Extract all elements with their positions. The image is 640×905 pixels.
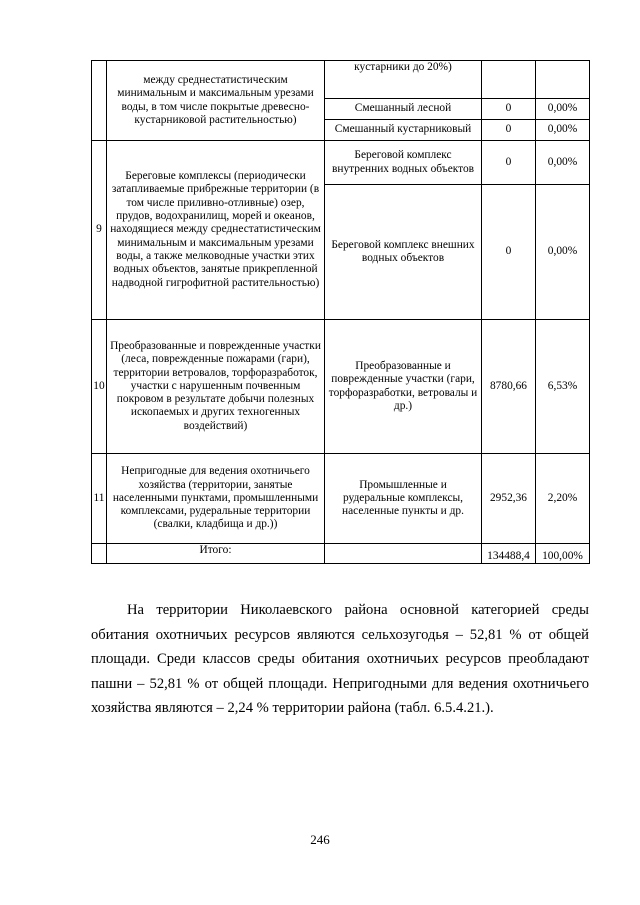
table-row bbox=[92, 320, 590, 454]
total-blank-cell bbox=[92, 544, 107, 564]
percent-cell: 6,53% bbox=[536, 320, 590, 454]
row-number bbox=[92, 61, 107, 141]
area-cell bbox=[482, 61, 536, 99]
habitat-table bbox=[91, 60, 590, 564]
paragraph-line: На территории Николаевского района основной категорией среды bbox=[127, 602, 589, 618]
total-area: 134488,4 bbox=[482, 544, 536, 564]
row-number: 11 bbox=[92, 454, 107, 544]
subcategory-cell: Промышленные и рудеральные комплексы, населенные пункты и др. bbox=[325, 454, 482, 544]
category-cell: Преобразованные и поврежденные участки (леса, поврежденные пожарами (гари), территории ветровалов, торфоразработок, участки с нарушенным почвенным покровом в результате добычи полезных ископаемых и других техногенных воздействий) bbox=[107, 320, 325, 454]
table-row bbox=[92, 141, 590, 185]
percent-cell: 2,20% bbox=[536, 454, 590, 544]
total-percent: 100,00% bbox=[536, 544, 590, 564]
paragraph-line: площади. Среди классов среды обитания охотничьих ресурсов преобладают bbox=[91, 651, 589, 668]
percent-cell: 0,00% bbox=[536, 99, 590, 120]
total-label: Итого: bbox=[107, 544, 325, 564]
subcategory-cell: кустарники до 20%) bbox=[325, 61, 482, 99]
table-row bbox=[92, 61, 590, 99]
subcategory-cell: Преобразованные и поврежденные участки (гари, торфоразработки, ветровалы и др.) bbox=[325, 320, 482, 454]
percent-cell: 0,00% bbox=[536, 141, 590, 185]
area-cell: 0 bbox=[482, 141, 536, 185]
table-row bbox=[92, 454, 590, 544]
total-row bbox=[92, 544, 590, 564]
paragraph-line: хозяйства являются – 2,24 % территории района (табл. 6.5.4.21.). bbox=[91, 700, 494, 717]
subcategory-cell: Смешанный лесной bbox=[325, 99, 482, 120]
area-cell: 2952,36 bbox=[482, 454, 536, 544]
area-cell: 0 bbox=[482, 185, 536, 320]
row-number: 9 bbox=[92, 141, 107, 320]
area-cell: 0 bbox=[482, 99, 536, 120]
percent-cell: 0,00% bbox=[536, 185, 590, 320]
summary-paragraph bbox=[91, 598, 589, 721]
subcategory-cell: Смешанный кустарниковый bbox=[325, 120, 482, 141]
area-cell: 8780,66 bbox=[482, 320, 536, 454]
paragraph-line: пашни – 52,81 % от общей площади. Непригодными для ведения охотничьего bbox=[91, 675, 589, 692]
category-cell: Береговые комплексы (периодически затапливаемые прибрежные территории (в том числе приливно-отливные) озер, прудов, водохранилищ, морей и океанов, находящиеся между среднестатистическим минимальным и максимальным урезами воды, а также мелководные участки этих водных объектов, занятые прикрепленной надводной гигрофитной растительностью) bbox=[107, 141, 325, 320]
page-number: 246 bbox=[310, 832, 330, 847]
subcategory-cell: Береговой комплекс внешних водных объектов bbox=[325, 185, 482, 320]
percent-cell bbox=[536, 61, 590, 99]
paragraph-line: обитания охотничьих ресурсов являются сельхозугодья – 52,81 % от общей bbox=[91, 626, 589, 643]
row-number: 10 bbox=[92, 320, 107, 454]
percent-cell: 0,00% bbox=[536, 120, 590, 141]
total-blank-cell bbox=[325, 544, 482, 564]
category-cell: Непригодные для ведения охотничьего хозяйства (территории, занятые населенными пунктами, промышленными комплексами, рудеральные территории (свалки, кладбища и др.)) bbox=[107, 454, 325, 544]
category-cell: между среднестатистическим минимальным и максимальным урезами воды, в том числе покрытые древесно-кустарниковой растительностью) bbox=[107, 61, 325, 141]
subcategory-cell: Береговой комплекс внутренних водных объектов bbox=[325, 141, 482, 185]
area-cell: 0 bbox=[482, 120, 536, 141]
